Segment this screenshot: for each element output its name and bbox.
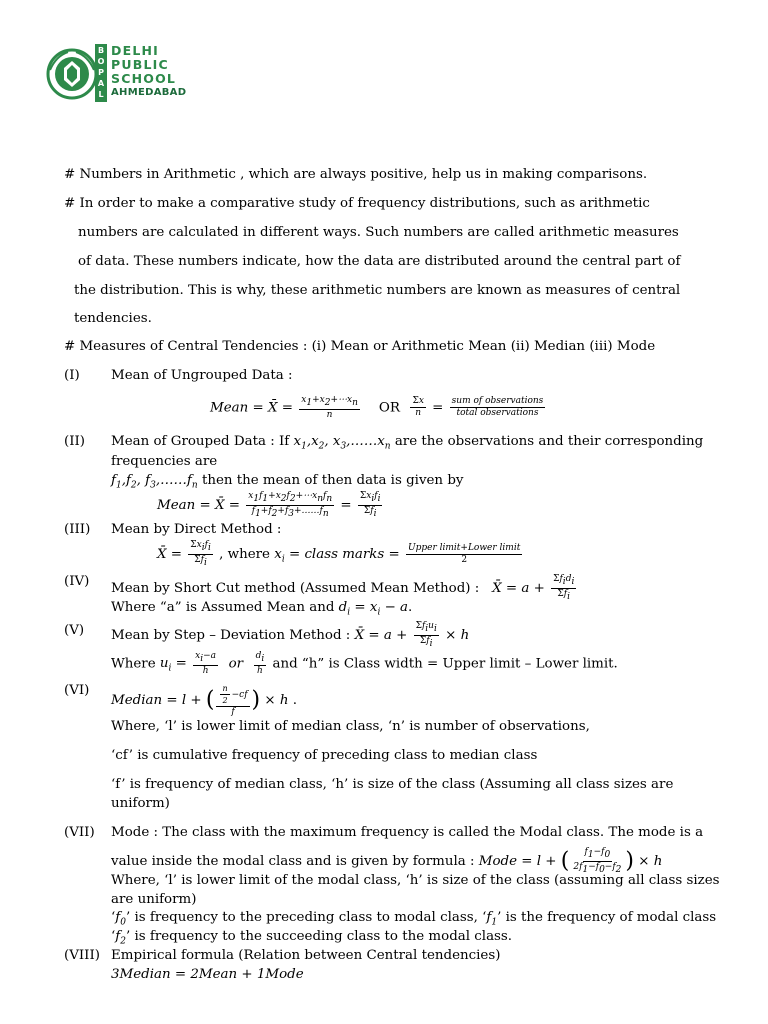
item-vi-w2: ‘cf’ is cumulative frequency of preceding class to median class bbox=[111, 748, 538, 763]
intro-p3: # Measures of Central Tendencies : (i) Mean or Arithmetic Mean (ii) Median (iii) Mode bbox=[64, 339, 656, 354]
logo-line: PUBLIC bbox=[111, 57, 169, 72]
item-v-line2: Where $u_i$ = $\frac{x_i-a}{h}$ or $\frac{d_i}{h}$ and “h” is Class width = Upper limit – Lower limit. bbox=[111, 651, 618, 676]
formula-median: Median = l + ( $\frac{n}{2}$ −cf f ) × h . bbox=[111, 684, 298, 717]
item-title: Mean by Direct Method : bbox=[111, 522, 282, 537]
item-text: value inside the modal class and is given by formula : bbox=[111, 853, 475, 869]
item-label: (II) bbox=[64, 434, 86, 449]
logo-line: SCHOOL bbox=[111, 71, 177, 86]
intro-p2d: the distribution. This is why, these arithmetic numbers are known as measures of central bbox=[74, 283, 681, 298]
item-v-line1: Mean by Step – Deviation Method : X̄ = a + $\frac{\Sigma f_iu_i}{\Sigma f_i}$ × h bbox=[111, 621, 470, 649]
item-text: and “h” is Class width = Upper limit – Lower limit. bbox=[272, 656, 618, 672]
item-title: Mean of Grouped Data : If bbox=[111, 434, 290, 449]
item-label: (I) bbox=[64, 368, 80, 383]
item-iv-line1: Mean by Short Cut method (Assumed Mean Method) : X̄ = a + $\frac{\Sigma f_id_i}{\Sigma f_i}$ bbox=[111, 574, 575, 602]
item-title: Mean by Step – Deviation Method : bbox=[111, 627, 351, 643]
where-text: , where bbox=[219, 546, 270, 562]
item-label: (VIII) bbox=[64, 948, 100, 963]
item-text: is frequency to the preceding class to modal class, bbox=[134, 910, 478, 925]
intro-p2e: tendencies. bbox=[74, 311, 152, 326]
item-vii-l3: Where, ‘l’ is lower limit of the modal class, ‘h’ is size of the class (assuming all class sizes bbox=[111, 873, 720, 888]
item-title: Mean of Ungrouped Data : bbox=[111, 368, 293, 383]
formula-mean-grouped: Mean = X̄ = $\frac{x_1f_1+x_2f_2+\cdots x_nf_n}{f_1+f_2+f_3+\dots\dots f_n}$ = $\frac{\Sigma x_if_i}{\Sigma f_i}$ bbox=[157, 491, 381, 519]
formula-direct: X̄ = $\frac{\Sigma x_if_i}{\Sigma f_i}$ , where $x_i$ = class marks = $\frac{\text{Upper limit+Lower limit}}{2}$ bbox=[157, 540, 521, 568]
item-title: Empirical formula (Relation between Central tendencies) bbox=[111, 948, 501, 963]
logo-side-bar bbox=[95, 44, 107, 102]
logo-letter: B bbox=[97, 46, 105, 55]
logo-line: AHMEDABAD bbox=[111, 87, 187, 98]
item-vii-l2: value inside the modal class and is given by formula : Mode = l + ( $\frac{f_1-f_0}{2f_1-f_0-f_2}$ ) × h bbox=[111, 847, 663, 875]
item-label: (III) bbox=[64, 522, 91, 537]
intro-p2b: numbers are calculated in different ways. Such numbers are called arithmetic measures bbox=[78, 225, 679, 240]
sum-obs-text: sum of observations bbox=[451, 396, 544, 407]
item-text: Where bbox=[111, 656, 156, 672]
item-title: Mean by Short Cut method (Assumed Mean Method) : bbox=[111, 580, 480, 596]
formula-mean-ungrouped: Mean = X̄ = $\frac{x_1+x_2+\cdots x_n}{n}$ OR $\frac{\Sigma x}{n}$ = $\frac{\text{sum of observations}}{\text{total observations}}$ bbox=[210, 395, 544, 420]
item-vi-w4: uniform) bbox=[111, 796, 170, 811]
intro-p2a: # In order to make a comparative study of frequency distributions, such as arithmetic bbox=[64, 196, 650, 211]
total-obs-text: total observations bbox=[456, 408, 539, 419]
item-iv-line2: Where “a” is Assumed Mean and $d_i = x_i - a$. bbox=[111, 600, 413, 618]
item-text: Where “a” is Assumed Mean and bbox=[111, 600, 335, 615]
item-vii-l4: are uniform) bbox=[111, 892, 197, 907]
logo-letter: P bbox=[98, 68, 104, 77]
item-vii-l1: Mode : The class with the maximum frequency is called the Modal class. The mode is a bbox=[111, 825, 704, 840]
item-tail: are the observations and their corresponding bbox=[394, 434, 704, 449]
logo-text bbox=[111, 44, 186, 100]
item-ii-line1: Mean of Grouped Data : If $x_1,x_2$, $x_3,\dots\dots x_n$ are the observations and their corresponding bbox=[111, 434, 704, 452]
item-label: (V) bbox=[64, 623, 85, 638]
item-label: (VII) bbox=[64, 825, 95, 840]
item-label: (VI) bbox=[64, 683, 90, 698]
intro-p1: # Numbers in Arithmetic , which are always positive, help us in making comparisons. bbox=[64, 167, 648, 182]
item-text: is frequency to the succeeding class to the modal class. bbox=[134, 929, 513, 944]
item-ii-line3: $f_1,f_2$, $f_3,\dots\dots f_n$ then the mean of then data is given by bbox=[111, 473, 464, 491]
school-logo bbox=[46, 44, 196, 102]
logo-letter: A bbox=[97, 79, 105, 88]
logo-letter: O bbox=[97, 57, 105, 66]
item-ii-line2: frequencies are bbox=[111, 454, 218, 469]
item-label: (IV) bbox=[64, 574, 90, 589]
upper-lower-text: Upper limit+Lower limit bbox=[408, 542, 521, 553]
intro-p2c: of data. These numbers indicate, how the data are distributed around the central part of bbox=[78, 254, 681, 269]
item-text: is the frequency of modal class bbox=[505, 910, 717, 925]
logo-letter: L bbox=[98, 90, 104, 99]
logo-line: DELHI bbox=[111, 43, 159, 58]
item-text: then the mean of then data is given by bbox=[201, 473, 464, 488]
item-vi-w1: Where, ‘l’ is lower limit of median class, ‘n’ is number of observations, bbox=[111, 719, 590, 734]
item-vii-l5: ‘$f_0$’ is frequency to the preceding class to modal class, ‘$f_1$’ is the frequency of modal class bbox=[111, 910, 717, 928]
or-text: or bbox=[228, 656, 244, 672]
item-vi-w3: ‘f’ is frequency of median class, ‘h’ is size of the class (Assuming all class sizes are bbox=[111, 777, 674, 792]
class-marks-text: class marks bbox=[304, 546, 385, 562]
item-vii-l6: ‘$f_2$’ is frequency to the succeeding class to the modal class. bbox=[111, 929, 513, 947]
or-text: OR bbox=[378, 400, 400, 416]
formula-empirical: 3Median = 2Mean + 1Mode bbox=[111, 967, 304, 982]
school-emblem-icon bbox=[46, 48, 98, 100]
